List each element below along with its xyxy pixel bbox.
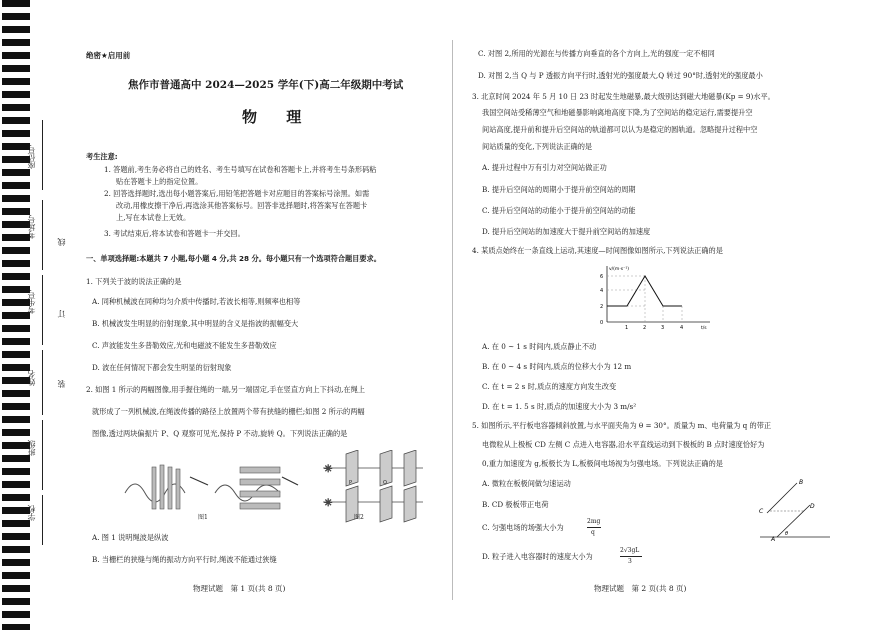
q5-d-denominator: 3 xyxy=(628,558,632,565)
q2-stem-line: 图像,透过两块偏振片 P、Q 观察可见光,保持 P 不动,旋转 Q。下列说法正确的是 xyxy=(92,429,348,438)
q1-option-d: D. 波在任何情况下都会发生明显的衍射现象 xyxy=(92,363,232,372)
notice-line: 1. 答题前,考生务必将自己的姓名、考生号填写在试卷和答题卡上,并将考生号条形码粘 xyxy=(104,165,377,174)
capacitor-label-c: C xyxy=(759,508,764,515)
left-footer: 物理试题 第 1 页(共 8 页) xyxy=(193,584,286,593)
svg-text:✳: ✳ xyxy=(324,464,333,475)
polarizer-p-label: P xyxy=(349,480,353,486)
vt-xlabel: t/s xyxy=(701,326,707,331)
q3-stem-line: 间站高度,提升前和提升后空间站的轨道都可以认为是稳定的圆轨道。忽略提升过程中空 xyxy=(482,125,758,134)
capacitor-label-a: A xyxy=(771,536,776,543)
q4-option-c: C. 在 t = 2 s 时,质点的速度方向发生改变 xyxy=(482,382,617,391)
q5-option-a: A. 微粒在板极间做匀速运动 xyxy=(482,479,571,488)
q3-option-c: C. 提升后空间站的动能小于提升前空间站的动能 xyxy=(482,206,636,215)
q5-option-c: C. 匀强电场的场强大小为 xyxy=(482,523,564,532)
figure-2-label: 图2 xyxy=(354,514,364,521)
q5-d-fraction-bar xyxy=(620,556,642,557)
q4-option-d: D. 在 t = 1. 5 s 时,质点的加速度大小为 3 m/s² xyxy=(482,402,637,411)
school-line xyxy=(42,495,43,545)
q5-stem-line: 电微粒从上极板 CD 左侧 C 点进入电容器,沿水平直线运动到下极板的 B 点时速度恰好为 xyxy=(482,440,765,449)
capacitor-figure xyxy=(755,475,835,545)
q5-c-denominator: q xyxy=(591,529,595,536)
capacitor-label-d: D xyxy=(810,503,815,510)
notice-line: 改动,用橡皮擦干净后,再选涂其他答案标号。回答非选择题时,将答案写在答题卡 xyxy=(116,201,368,210)
q3-stem-line: 我国空间站受稀薄空气和地磁暴影响离地高度下降,为了空间站的稳定运行,需要提升空 xyxy=(482,108,753,117)
cut-mark-bind: 订 xyxy=(57,310,66,318)
vt-ytick: 2 xyxy=(600,304,604,310)
q3-option-d: D. 提升后空间站的加速度大于提升前空间站的加速度 xyxy=(482,227,651,236)
page-divider xyxy=(452,40,453,600)
examno-label: 考生号 xyxy=(27,290,36,314)
figure-1-rope-waves xyxy=(120,455,305,525)
binding-margin xyxy=(28,0,78,630)
examno-line xyxy=(42,275,43,345)
figure-1-label: 图1 xyxy=(198,514,208,521)
q4-stem: 4. 某质点始终在一条直线上运动,其速度—时间图像如图所示,下列说法正确的是 xyxy=(472,246,723,255)
room-line xyxy=(42,200,43,270)
binding-stripes xyxy=(2,0,30,630)
figure-2-polarizers xyxy=(318,450,428,525)
q2-option-b: B. 当栅栏的狭缝与绳的振动方向平行时,绳波不能通过狭缝 xyxy=(92,555,277,564)
section-1-title: 一、单项选择题:本题共 7 小题,每小题 4 分,共 28 分。每小题只有一个选项符合题目要求。 xyxy=(86,254,381,263)
seat-line xyxy=(42,120,43,190)
vt-curve xyxy=(607,276,682,306)
vt-ytick: 0 xyxy=(600,320,604,326)
polarizer-q-label: Q xyxy=(383,480,387,486)
vt-ytick: 4 xyxy=(600,288,604,294)
q5-option-d: D. 粒子进入电容器时的速度大小为 xyxy=(482,552,593,561)
cut-mark-pack: 装 xyxy=(57,380,66,388)
q5-stem-line: 0,重力加速度为 g,板极长为 L,板极间电场视为匀强电场。下列说法正确的是 xyxy=(482,459,723,468)
exam-title: 焦作市普通高中 2024—2025 学年(下)高二年级期中考试 xyxy=(128,79,404,91)
q5-c-fraction-bar xyxy=(587,527,601,528)
q2-option-d: D. 对图 2,当 Q 与 P 透振方向平行时,透射光的强度最大,Q 转过 90°时,透射光的强度最小 xyxy=(478,71,763,80)
svg-text:✳: ✳ xyxy=(324,498,333,509)
q2-stem-line: 2. 如图 1 所示的两幅图像,用手握住绳的一端,另一端固定,手在竖直方向上下抖动,在绳上 xyxy=(86,385,365,394)
subject-title: 物 理 xyxy=(242,108,314,126)
name-line xyxy=(42,350,43,415)
notice-line: 上,写在本试卷上无效。 xyxy=(116,213,191,222)
q5-c-numerator: 2mg xyxy=(587,518,601,525)
vt-xtick: 4 xyxy=(680,325,684,331)
notice-title: 考生注意: xyxy=(86,152,118,161)
q4-option-a: A. 在 0 ~ 1 s 时间内,质点静止不动 xyxy=(482,342,597,351)
q3-stem-line: 间站质量的变化,下列说法正确的是 xyxy=(482,142,593,151)
right-footer: 物理试题 第 2 页(共 8 页) xyxy=(594,584,687,593)
q4-option-b: B. 在 0 ~ 4 s 时间内,质点的位移大小为 12 m xyxy=(482,362,632,371)
notice-line: 贴在答题卡上的指定位置。 xyxy=(116,177,203,186)
secret-mark: 绝密★启用前 xyxy=(86,51,131,60)
q2-option-a: A. 图 1 说明绳波是纵波 xyxy=(92,533,169,542)
q1-option-c: C. 声波能发生多普勒效应,光和电磁波不能发生多普勒效应 xyxy=(92,341,277,350)
q5-option-b: B. CD 极板带正电荷 xyxy=(482,500,549,509)
seat-label: 座位号 xyxy=(27,145,36,169)
q1-stem: 1. 下列关于波的说法正确的是 xyxy=(86,277,182,286)
notice-line: 3. 考试结束后,将本试卷和答题卡一并交回。 xyxy=(104,229,245,238)
vt-ylabel: v/(m·s⁻¹) xyxy=(609,267,630,272)
q5-stem-line: 5. 如图所示,平行板电容器倾斜放置,与水平面夹角为 θ = 30°。质量为 m、电荷量为 q 的带正 xyxy=(472,421,772,430)
capacitor-label-theta: θ xyxy=(785,531,789,537)
notice-line: 2. 回答选择题时,选出每小题答案后,用铅笔把答题卡对应题目的答案标号涂黑。如需 xyxy=(104,189,370,198)
vt-xtick: 3 xyxy=(661,325,665,331)
q1-option-a: A. 同种机械波在同种均匀介质中传播时,若波长相等,则频率也相等 xyxy=(92,297,301,306)
q5-d-numerator: 2√3gL xyxy=(620,547,640,554)
velocity-time-graph xyxy=(595,262,715,334)
cut-mark-line: 线 xyxy=(57,238,66,246)
q2-option-c: C. 对图 2,所用的光源在与传播方向垂直的各个方向上,光的强度一定不相同 xyxy=(478,49,715,58)
q3-option-a: A. 提升过程中万有引力对空间站做正功 xyxy=(482,163,607,172)
q3-option-b: B. 提升后空间站的周期小于提升前空间站的周期 xyxy=(482,185,636,194)
room-label: 考场号 xyxy=(27,215,36,239)
q3-stem-line: 3. 北京时间 2024 年 5 月 10 日 23 时起发生地磁暴,最大级别达到磁大地磁暴(Kp = 9)水平。 xyxy=(472,92,775,101)
vt-xtick: 1 xyxy=(625,325,629,331)
class-line xyxy=(42,420,43,490)
vt-xtick: 2 xyxy=(643,325,647,331)
q1-option-b: B. 机械波发生明显的衍射现象,其中明显的含义是指波的振幅变大 xyxy=(92,319,299,328)
name-label: 姓名 xyxy=(27,370,36,386)
school-label: 学校 xyxy=(27,505,36,521)
class-label: 班级 xyxy=(27,440,36,456)
vt-ytick: 6 xyxy=(600,274,604,280)
capacitor-label-b: B xyxy=(799,479,804,486)
q2-stem-line: 就形成了一列机械波,在绳波传播的路径上放置两个带有狭缝的栅栏;如图 2 所示的两幅 xyxy=(92,407,365,416)
